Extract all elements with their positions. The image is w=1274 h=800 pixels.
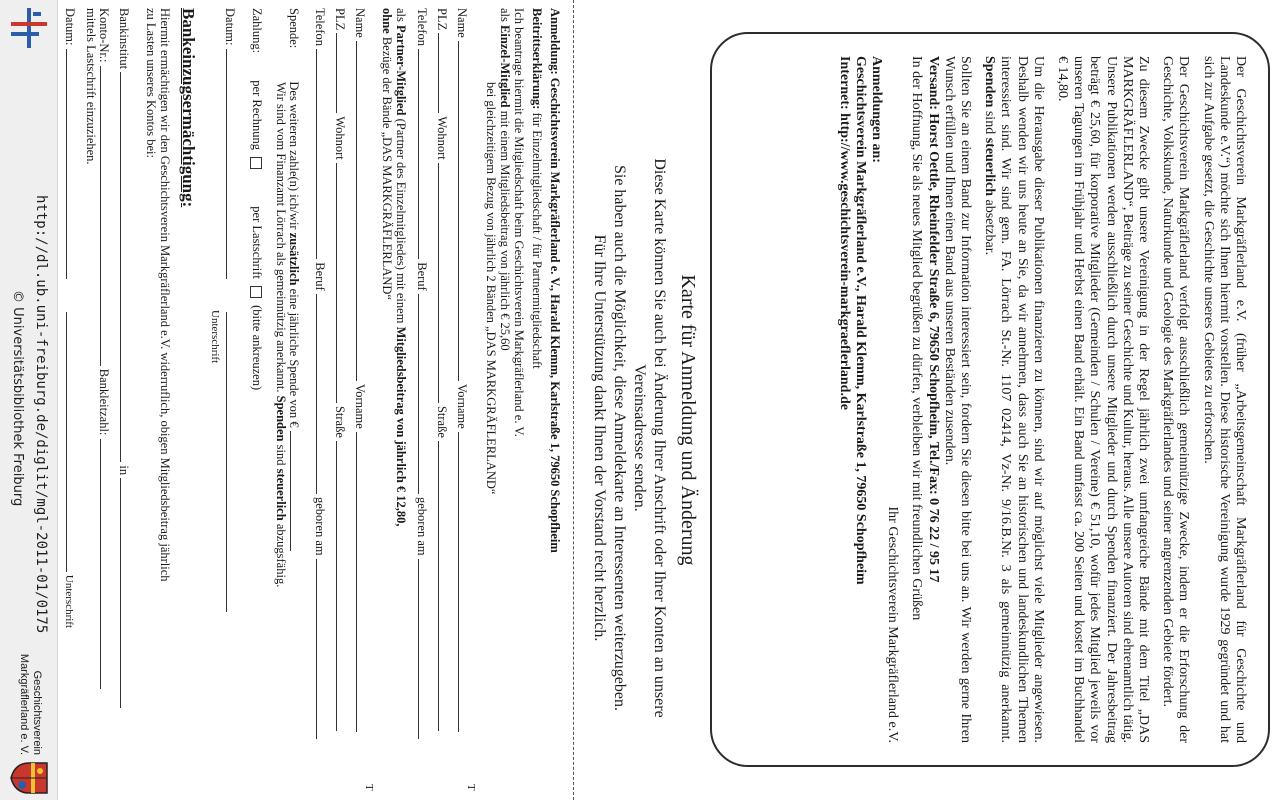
- partner-geboren-field[interactable]: [316, 559, 328, 739]
- partner-plz-field[interactable]: [336, 33, 348, 113]
- plz-field[interactable]: [438, 33, 450, 113]
- intro-paragraph-1: Der Geschichtsverein Markgräflerland e.V. (früher „Arbeitsgemeinschaft Markgräflerland für Geschichte und Landeskunde e.V.“) möchte sich Ihnen hiermit vorstellen. Diese historische Vereinigung wurde 1929 gegründet und hat sich zur Aufgabe gesetzt, die Geschichte unseres Gebietes zu erforschen.: [1200, 56, 1248, 743]
- card-line-2: Vereinsadresse senden.: [631, 364, 648, 512]
- einzel-name-row: [454, 8, 470, 732]
- name-label: Name: [353, 8, 367, 38]
- card-title: Karte für Anmeldung und Änderung: [677, 274, 699, 566]
- partner-fee: Mitgliedsbeitrag von jährlich € 12,80,: [394, 326, 408, 527]
- bank-unterschrift-caption: Unterschrift: [63, 574, 75, 629]
- partner-als: als: [394, 8, 408, 22]
- bank-text-a: Hiermit ermächtigen wir den Geschichtsverein Markgräflerland e.V. widerruflich, obigen Mitgliedsbeitrag jährlich: [158, 8, 172, 582]
- logo-line-1: Geschichtsverein: [31, 670, 43, 755]
- blz-field[interactable]: [100, 439, 112, 689]
- geschichtsverein-logo: [4, 650, 49, 795]
- ub-freiburg-logo-icon: [9, 8, 47, 48]
- bankinstitut-label: Bankinstitut: [117, 8, 131, 70]
- datum-field[interactable]: [226, 49, 238, 279]
- beitritt-label: Beitrittserklärung:: [530, 8, 544, 110]
- bezug-line: bei gleichzeitigem Bezug von jährlich 2 Bänden „DAS MARKGRÄFLERLAND“: [484, 82, 498, 495]
- vorname-field[interactable]: [458, 432, 470, 732]
- unterschrift-field[interactable]: [226, 312, 238, 612]
- partner-text: (Partner des Einzelmitgliedes) mit einem: [394, 118, 408, 324]
- datum-label: Datum:: [63, 8, 77, 46]
- tab-mark-top: T: [465, 784, 477, 791]
- bankinstitut-field[interactable]: [120, 72, 132, 462]
- wohnort-label: Wohnort: [333, 116, 347, 160]
- partner-strasse-field[interactable]: [336, 441, 348, 731]
- ankreuzen-hint: (bitte ankreuzen): [250, 305, 264, 391]
- beruf-field[interactable]: [418, 294, 430, 494]
- anmeldungen-address: Geschichtsverein Markgräflerland e.V., Harald Klemm, Karlstraße 1, 79650 Schopfheim: [852, 56, 868, 585]
- konto-row: [96, 8, 112, 689]
- finanzamt-row: [273, 82, 288, 587]
- telefon-label: Telefon: [313, 8, 327, 46]
- datum-row: [222, 8, 238, 612]
- kontonr-label: Konto-Nr.:: [97, 8, 111, 63]
- spende-zusaetzlich: zusätzlich: [287, 232, 301, 286]
- card-line-4: Für Ihre Unterstützung dankt Ihnen der Vorstand recht herzlich.: [591, 234, 608, 642]
- cut-line: [573, 0, 574, 800]
- partner-address-row: [332, 8, 348, 731]
- einzel-address-row: [434, 8, 450, 731]
- card-line-3: Sie haben auch die Möglichkeit, diese Anmeldekarte an Interessenten weiterzugeben.: [611, 164, 628, 711]
- copyright-notice: © Universitätsbibliothek Freiburg: [10, 290, 25, 507]
- spende-text2: eine jährliche Spende von €: [287, 288, 301, 428]
- telefon-label: Telefon: [415, 8, 429, 46]
- wohnort-label: Wohnort: [435, 116, 449, 160]
- anmeldungen-label: Anmeldungen an:: [868, 56, 884, 163]
- intro-p4-sind: sind: [982, 110, 998, 135]
- strasse-label: Straße: [333, 405, 347, 438]
- mittels-line: mittels Lastschrift einzuziehen.: [84, 8, 98, 165]
- intro-p5-closing: In der Hoffnung, Sie als neues Mitglied begrüßen zu dürfen, verbleiben wir mit freundlichen Grüßen: [909, 56, 925, 621]
- partner-telefon-field[interactable]: [316, 49, 328, 259]
- intro-p4-steuerlich: steuerlich: [982, 137, 998, 197]
- intro-box: [710, 32, 1270, 767]
- einzel-line: [497, 8, 512, 351]
- form-header: Anmeldung: Geschichtsverein Markgräflerland e. V., Harald Klemm, Karlstraße 1, 79650 Schopfheim: [548, 8, 562, 553]
- partner-vorname-field[interactable]: [356, 432, 368, 732]
- document-url[interactable]: http://dl.ub.uni-freiburg.de/diglit/mgl-2011-01/0175: [33, 195, 49, 634]
- spende-row: [286, 8, 302, 551]
- zahlung-label: Zahlung:: [250, 8, 264, 54]
- bank-unterschrift-field[interactable]: [66, 312, 78, 572]
- logo-line-2: Markgräflerland e. V.: [18, 653, 30, 755]
- partner-misc-row: [312, 8, 328, 739]
- spende-amount-field[interactable]: [290, 431, 302, 551]
- intro-paragraph-2: Der Geschichtsverein Markgräflerland verfolgt ausschließlich gemeinnützige Zwecke, indem er die Erforschung der Geschichte, Volkskunde, Naturkunde und Geologie des Markgräflerlandes und seiner angrenzenden Gebiete fördert.: [1160, 56, 1192, 743]
- registration-form: [59, 0, 574, 800]
- rechnung-label: per Rechnung: [250, 80, 264, 151]
- telefon-field[interactable]: [418, 49, 430, 259]
- strasse-field[interactable]: [438, 441, 450, 731]
- plz-label: PLZ: [333, 8, 347, 31]
- spende-text: Des weiteren zahle(n) ich/wir: [287, 81, 301, 230]
- partner-name-row: [352, 8, 368, 732]
- partner-wohnort-field[interactable]: [336, 163, 348, 403]
- intro-p5-request: Sollten Sie an einem Band zur Information interessiert sein, fordern Sie diesen bitte bei uns an. Wir werden gerne Ihren Wunsch erfüllen und Ihnen einen Band aus unseren Beständen zusenden.: [941, 56, 973, 743]
- geboren-label: geboren am: [313, 496, 327, 556]
- intro-paragraph-4: [981, 56, 1046, 743]
- logo-text: [17, 654, 43, 755]
- intro-signature: Ihr Geschichtsverein Markgräflerland e.V.: [885, 506, 901, 743]
- blz-label: Bankleitzahl:: [97, 368, 111, 436]
- partner-label: Partner-Mitglied: [394, 25, 408, 116]
- tab-mark-bottom: T: [363, 784, 375, 791]
- intro-p4-spenden: Spenden: [982, 56, 998, 108]
- card-line-1: Diese Karte können Sie auch bei Änderung Ihrer Anschrift oder Ihrer Konten an unsere: [651, 158, 668, 718]
- finanzamt-text: Wir sind vom Finanzamt Lörrach als gemeinnützig anerkannt.: [274, 82, 288, 393]
- bank-ort-field[interactable]: [120, 478, 132, 708]
- name-label: Name: [455, 8, 469, 38]
- beruf-label: Beruf: [415, 262, 429, 291]
- beitritt-text: für Einzelmitgliedschaft / für Partnermitgliedschaft: [530, 112, 544, 369]
- finanzamt-spenden: Spenden: [274, 395, 288, 442]
- name-field[interactable]: [458, 41, 470, 381]
- intro-p4-absetzbar: absetzbar.: [982, 199, 998, 256]
- intro-paragraph-3: Zu diesem Zwecke gibt unsere Vereinigung in der Regel jährlich zwei umfangreiche Bände mit dem Titel „DAS MARKGRÄFLERLAND“, Beiträge zu seiner Geschichte und Kultur, heraus. Alle unsere Autoren sind ehrenamtlich tätig. Unsere Publikationen werden ausschließlich durch unsere Mitglieder und durch Spenden finanziert. Der Jahresbeitrag beträgt € 25,60, für korporative Mitglieder (Gemeinden / Schulen / Vereine) € 51,10, wofür jedes Mitglied jeweils vor unseren Tagungen im Frühjahr und Herbst einen Band erhält. Ein Band umfasst ca. 200 Seiten und kostet im Buchhandel € 14,80.: [1054, 56, 1151, 743]
- partner-line: [393, 8, 408, 527]
- einzel-text: mit einem Mitgliedsbeitrag von jährlich € 25,60: [498, 110, 512, 351]
- vorname-label: Vorname: [455, 383, 469, 429]
- unterschrift-caption: Unterschrift: [209, 310, 221, 364]
- rechnung-checkbox[interactable]: [250, 157, 262, 169]
- intro-p4-text: Um die Herausgabe dieser Publikationen finanzieren zu können, sind wir auf möglichst viele Mitglieder angewiesen. Deshalb wenden wir uns heute an Sie, da wir annehmen, dass auch Sie an historischen und landeskundlichen Themen interessiert sind. Wir sind gem. FA. Lörrach St.-Nr. 1107 02414, Vz-Nr. 9/16.B.Nr. 3 als gemeinnützig anerkannt.: [998, 56, 1046, 743]
- einzel-label: Einzel-Mitglied: [498, 25, 512, 108]
- beitritt-line: [529, 8, 544, 369]
- geboren-field[interactable]: [418, 559, 430, 739]
- ohne-text: Bezüge der Bände „DAS MARKGRÄFLERLAND“: [380, 36, 394, 300]
- beruf-label: Beruf: [313, 262, 327, 291]
- antrag-line: Ich beantrage hiermit die Mitgliedschaft beim Geschichtsverein Markgräflerland e. V.: [512, 8, 526, 437]
- finanzamt-abzug: abzugsfähig.: [274, 523, 288, 588]
- wohnort-field[interactable]: [438, 163, 450, 403]
- intro-paragraph-5: [908, 56, 973, 743]
- lastschrift-checkbox[interactable]: [250, 286, 262, 298]
- intro-p5-versand: Versand: Horst Oettle, Rheinfelder Straße 6, 79650 Schopfheim, Tel./Fax: 0 76 22 / 95 17: [925, 56, 941, 583]
- ohne-label: ohne: [380, 8, 394, 34]
- als-label: als: [498, 8, 512, 22]
- strasse-label: Straße: [435, 405, 449, 438]
- internet-line: Internet: http://www.geschichtsverein-markgraeflerland.de: [836, 56, 852, 410]
- vorname-label: Vorname: [353, 383, 367, 429]
- kontonr-field[interactable]: [100, 66, 112, 366]
- einzel-misc-row: [414, 8, 430, 739]
- bank-text-b: zu Lasten unseres Kontos bei:: [144, 8, 158, 158]
- lastschrift-label: per Lastschrift: [250, 206, 264, 279]
- partner-name-field[interactable]: [356, 41, 368, 381]
- coat-of-arms-icon: [9, 761, 49, 795]
- ohne-line: [379, 8, 394, 300]
- in-label: in: [117, 465, 131, 476]
- plz-label: PLZ: [435, 8, 449, 31]
- bankinstitut-row: [116, 8, 132, 708]
- finanzamt-steuerlich: steuerlich: [274, 468, 288, 521]
- datum-label: Datum:: [223, 8, 237, 46]
- bank-section-title: Bankeinzugsermächtigung:: [179, 8, 198, 208]
- geboren-label: geboren am: [415, 496, 429, 556]
- bank-datum-row: [61, 8, 78, 628]
- spende-label: Spende:: [287, 8, 301, 49]
- partner-beruf-field[interactable]: [316, 294, 328, 494]
- bank-datum-field[interactable]: [66, 49, 78, 279]
- card-intro: [589, 118, 669, 758]
- zahlung-row: [249, 8, 264, 390]
- finanzamt-sind: sind: [274, 444, 288, 466]
